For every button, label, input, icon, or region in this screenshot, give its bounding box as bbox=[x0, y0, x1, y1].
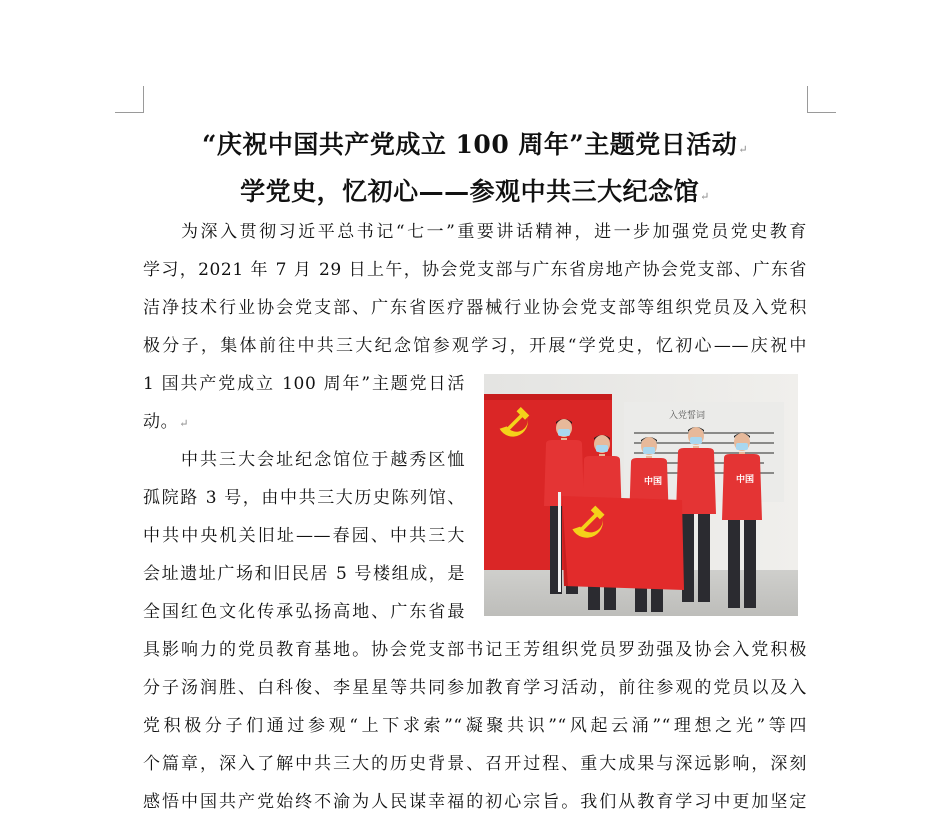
body-line: 中共三大会址纪念馆位于越秀区恤 bbox=[181, 450, 465, 470]
paragraph-mark-icon: ↵ bbox=[738, 143, 749, 156]
document-subtitle: 学党史，忆初心——参观中共三大纪念馆↵ bbox=[240, 177, 710, 206]
paragraph-mark-icon: ↵ bbox=[179, 417, 190, 430]
body-line: 1 国共产党成立 100 周年”主题党日活 bbox=[143, 374, 465, 394]
body-line: 党积极分子们通过参观“上下求索”“凝聚共识”“风起云涌”“理想之光”等四 bbox=[143, 716, 807, 736]
body-line: 分子汤润胜、白科俊、李星星等共同参加教育学习活动，前往参观的党员以及入 bbox=[143, 678, 807, 698]
body-line: 中共中央机关旧址——春园、中共三大 bbox=[143, 526, 465, 546]
body-line: 会址遗址广场和旧民居 5 号楼组成，是 bbox=[143, 564, 465, 584]
page-corner-mark-right bbox=[807, 86, 836, 113]
body-line: 感悟中国共产党始终不渝为人民谋幸福的初心宗旨。我们从教育学习中更加坚定 bbox=[143, 792, 807, 812]
body-line: 极分子，集体前往中共三大纪念馆参观学习，开展“学党史，忆初心——庆祝中 bbox=[143, 336, 807, 356]
paragraph-mark-icon: ↵ bbox=[700, 190, 710, 203]
group-photo bbox=[484, 374, 798, 616]
page-corner-mark-left bbox=[115, 86, 144, 113]
document-title: “庆祝中国共产党成立 100 周年”主题党日活动↵ bbox=[201, 130, 749, 159]
shirt-text: 中国 bbox=[644, 477, 663, 487]
wall-sign-text: 入党誓词 bbox=[669, 411, 706, 421]
body-line: 孤院路 3 号，由中共三大历史陈列馆、 bbox=[143, 488, 465, 508]
body-line: 全国红色文化传承弘扬高地、广东省最 bbox=[143, 602, 465, 622]
body-line: 洁净技术行业协会党支部、广东省医疗器械行业协会党支部等组织党员及入党积 bbox=[143, 298, 807, 318]
body-line: 具影响力的党员教育基地。协会党支部书记王芳组织党员罗劲强及协会入党积极 bbox=[143, 640, 807, 660]
body-line: 为深入贯彻习近平总书记“七一”重要讲话精神，进一步加强党员党史教育 bbox=[181, 222, 807, 242]
shirt-text: 中国 bbox=[736, 475, 755, 485]
body-line: 动。↵ bbox=[143, 412, 190, 432]
body-line: 个篇章，深入了解中共三大的历史背景、召开过程、重大成果与深远影响，深刻 bbox=[143, 754, 807, 774]
body-line: 学习，2021 年 7 月 29 日上午，协会党支部与广东省房地产协会党支部、广东省 bbox=[143, 260, 807, 280]
